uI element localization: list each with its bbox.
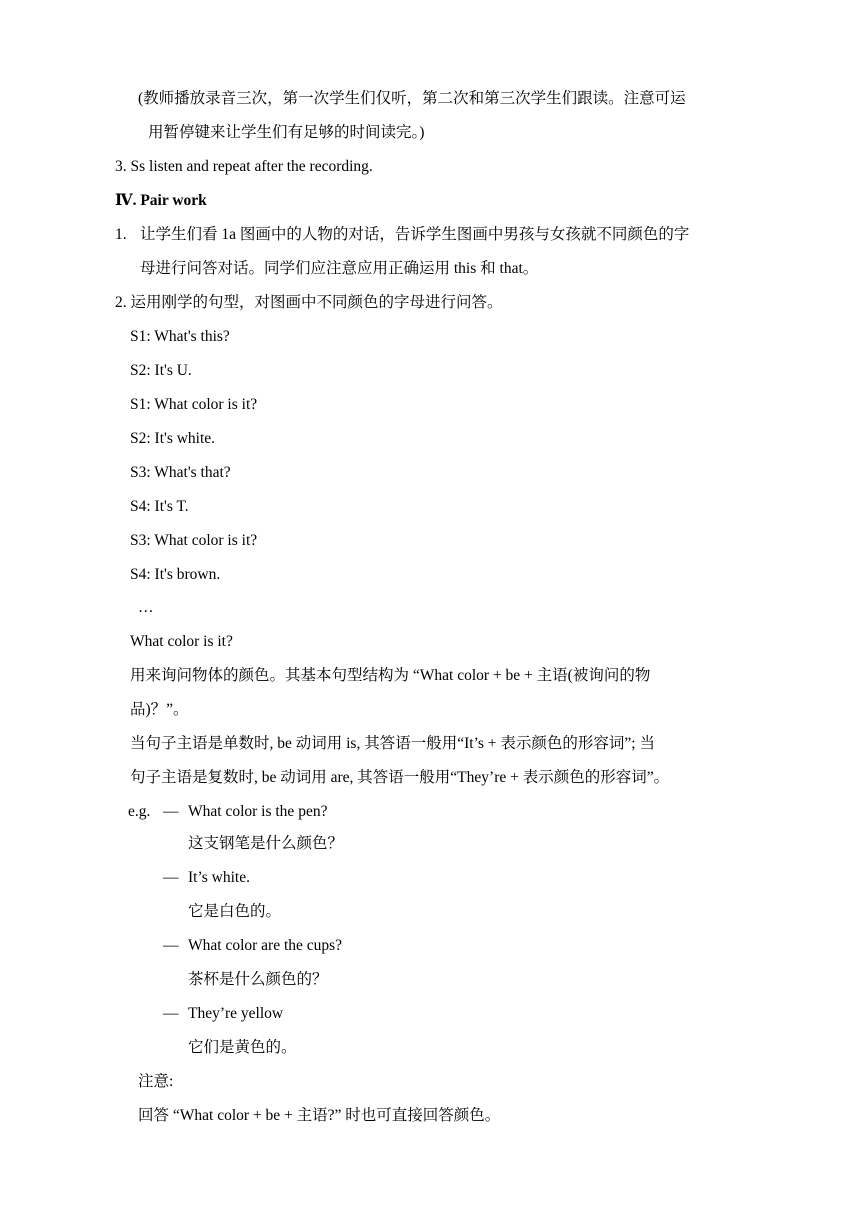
grammar-rule-line-1: 当句子主语是单数时, be 动词用 is, 其答语一般用“It’s + 表示颜色的形容词”; 当	[130, 735, 655, 752]
example-cn: 它是白色的。	[188, 903, 282, 920]
note-label: 注意:	[138, 1073, 174, 1090]
dialogue-line: S2: It's white.	[130, 430, 216, 447]
item-2: 2. 运用刚学的句型，对图画中不同颜色的字母进行问答。	[115, 294, 503, 311]
example-cn: 它们是黄色的。	[188, 1039, 297, 1056]
dialogue-line: S4: It's brown.	[130, 566, 221, 583]
grammar-desc-line-1: 用来询问物体的颜色。其基本句型结构为 “What color + be + 主语(被询问的物	[130, 667, 651, 684]
example-dash: —	[163, 869, 179, 886]
dialogue-line: S3: What's that?	[130, 464, 231, 481]
dialogue-line: S4: It's T.	[130, 498, 189, 515]
example-cn: 这支钢笔是什么颜色？	[188, 835, 344, 852]
example-en: They’re yellow	[188, 1005, 284, 1022]
grammar-desc-line-2: 品)？”。	[130, 701, 189, 718]
example-label: e.g.	[128, 803, 151, 820]
step-3: 3. Ss listen and repeat after the recording.	[115, 158, 373, 175]
example-dash: —	[163, 937, 179, 954]
intro-line-2: 用暂停键来让学生们有足够的时间读完。)	[148, 124, 425, 141]
dialogue-line: S3: What color is it?	[130, 532, 258, 549]
grammar-rule-line-2: 句子主语是复数时, be 动词用 are, 其答语一般用“They’re + 表示颜色的形容词”。	[130, 769, 670, 786]
ellipsis: …	[138, 599, 154, 616]
note-text: 回答 “What color + be + 主语?” 时也可直接回答颜色。	[138, 1107, 501, 1124]
example-en: What color are the cups?	[188, 937, 343, 954]
dialogue-line: S1: What's this?	[130, 328, 230, 345]
intro-line-1: (教师播放录音三次，第一次学生们仅听，第二次和第三次学生们跟读。注意可运	[138, 90, 686, 107]
section-heading: Ⅳ. Pair work	[115, 192, 207, 209]
item-1-line-1: 让学生们看 1a 图画中的人物的对话，告诉学生图画中男孩与女孩就不同颜色的字	[140, 226, 690, 243]
grammar-heading: What color is it?	[130, 633, 233, 650]
dialogue-line: S2: It's U.	[130, 362, 192, 379]
dialogue-line: S1: What color is it?	[130, 396, 258, 413]
item-1-line-2: 母进行问答对话。同学们应注意应用正确运用 this 和 that。	[140, 260, 539, 277]
example-dash: —	[163, 803, 179, 820]
example-en: It’s white.	[188, 869, 250, 886]
item-1-number: 1.	[115, 226, 127, 243]
example-cn: 茶杯是什么颜色的？	[188, 971, 328, 988]
example-dash: —	[163, 1005, 179, 1022]
example-en: What color is the pen?	[188, 803, 328, 820]
